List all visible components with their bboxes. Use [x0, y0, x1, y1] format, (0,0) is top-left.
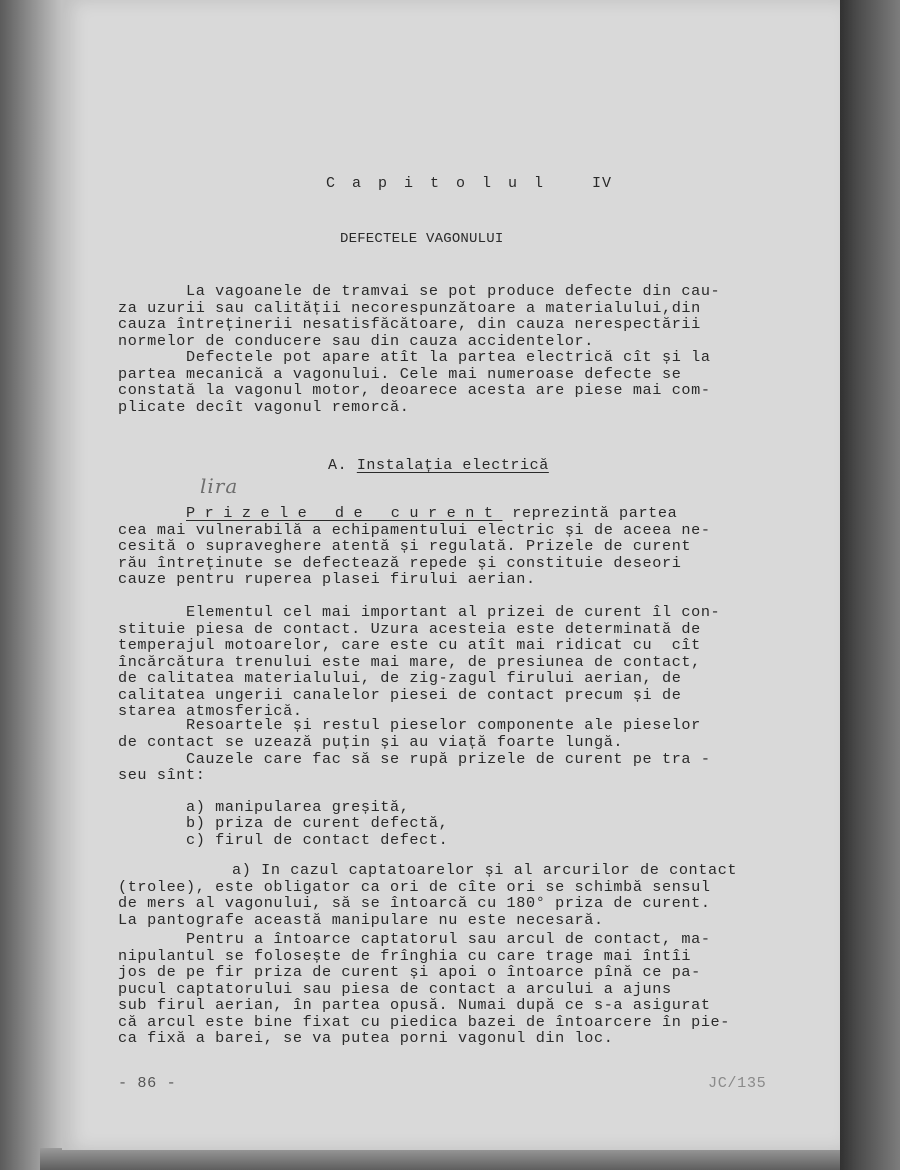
- intro-paragraph-first-line: La vagoanele de tramvai se pot produce defecte din cau-: [186, 282, 721, 300]
- second-paragraph-first-line: Defectele pot apare atît la partea electrică cît și la: [186, 348, 711, 366]
- intro-paragraph-rest: za uzurii sau calității necorespunzătoare a materialului,din cauza întreținerii nesatisfăcătoare, din cauza nerespectării normelor de conducere sau din cauza accidentelor.: [118, 299, 701, 350]
- cauzele-paragraph-first-line: Cauzele care fac să se rupă prizele de curent pe tra -: [186, 750, 711, 768]
- resoarte-paragraph-rest: de contact se uzează puțin și au viață foarte lungă.: [118, 733, 624, 751]
- list-item: b) priza de curent defectă,: [186, 814, 449, 833]
- turn-paragraph-first-line: Pentru a întoarce captatorul sau arcul de contact, ma-: [186, 930, 711, 948]
- prize-paragraph-rest: cea mai vulnerabilă a echipamentului electric și de aceea ne- cesită o supraveghere atentă și regulată. Prizele de curent rău întreținute se defectează repede și constituie deseori cauze pentru ruperea plasei firului aerian.: [118, 521, 711, 589]
- causes-list: [186, 799, 448, 848]
- handwritten-annotation: lira: [200, 474, 239, 498]
- page-code: JC/135: [708, 1074, 767, 1092]
- facing-page-edge: [838, 0, 900, 1170]
- prize-term: Prizele de curent: [186, 504, 503, 522]
- prize-paragraph-first-line: [186, 505, 677, 521]
- list-item: a) manipularea greșită,: [186, 798, 410, 816]
- page-stack-bottom: [40, 1148, 840, 1170]
- turn-paragraph-rest: nipulantul se folosește de frînghia cu care trage mai întîi jos de pe fir priza de curent și apoi o întoarce pînă ce pa- pucul captatorului sau piesa de contact a arcului a ajuns sub firul aerian, în partea opusă. Numai după ce s-a asigurat că arcul este bine fixat cu piedica bazei de întoarcere în pie- ca fixă a barei, se va putea porni vagonul din loc.: [118, 947, 730, 1048]
- subsection-prefix: A.: [328, 457, 357, 474]
- resoarte-paragraph-first-line: Resoartele și restul pieselor componente ale pieselor: [186, 716, 701, 734]
- subsection-heading: [328, 458, 549, 474]
- prize-first-line-rest: reprezintă partea: [502, 504, 678, 522]
- element-paragraph-rest: stituie piesa de contact. Uzura acesteia este determinată de temperajul motoarelor, care este cu atît mai ridicat cu cît încărcătura trenului este mai mare, de presiunea de contact, de calitatea materialului, de zig-zagul firului aerian, de calitatea ungerii canalelor piesei de contact precum și de starea atmosferică.: [118, 620, 701, 721]
- element-paragraph-first-line: Elementul cel mai important al prizei de curent îl con-: [186, 603, 721, 621]
- book-spine-shadow: [0, 0, 70, 1170]
- case-a-paragraph-rest: (trolee), este obligator ca ori de cîte ori se schimbă sensul de mers al vagonului, să se întoarcă cu 180° priza de curent. La pantografe această manipulare nu este necesară.: [118, 878, 711, 929]
- section-title: DEFECTELE VAGONULUI: [340, 231, 504, 247]
- list-item: c) firul de contact defect.: [186, 830, 449, 849]
- page-number: - 86 -: [118, 1074, 177, 1092]
- chapter-title: C a p i t o l u l IV: [326, 175, 613, 192]
- cauzele-paragraph-rest: seu sînt:: [118, 766, 206, 784]
- second-paragraph-rest: partea mecanică a vagonului. Cele mai numeroase defecte se constată la vagonul motor, deoarece acesta are piese mai com- plicate decît vagonul remorcă.: [118, 365, 711, 416]
- case-a-paragraph-first-line: a) In cazul captatoarelor și al arcurilor de contact: [232, 861, 738, 879]
- subsection-title: Instalația electrică: [356, 457, 549, 474]
